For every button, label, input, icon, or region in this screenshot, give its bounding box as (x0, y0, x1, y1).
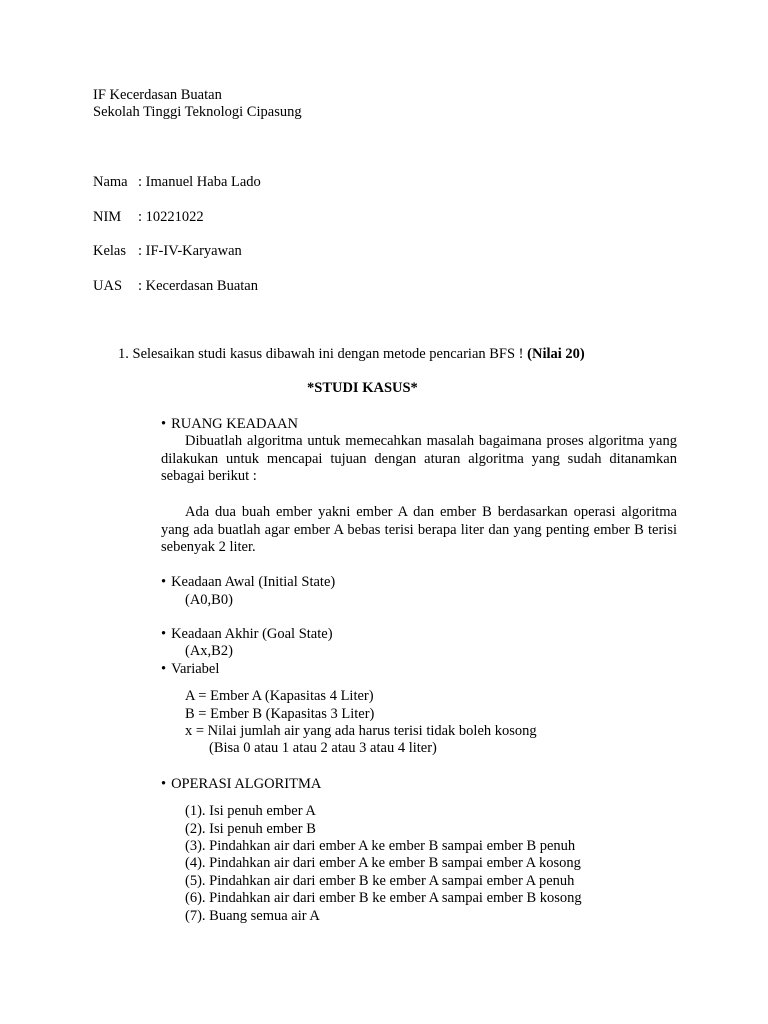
goal-state-heading: • Keadaan Akhir (Goal State) (161, 626, 333, 643)
course-title: IF Kecerdasan Buatan (93, 87, 222, 103)
class-value: : IF-IV-Karyawan (138, 243, 242, 259)
student-exam-row (93, 278, 258, 295)
goal-state-value: (Ax,B2) (185, 643, 233, 659)
state-space-paragraph-2: Ada dua buah ember yakni ember A dan ember B berdasarkan operasi algoritma yang ada buatlah agar ember A bebas terisi berapa liter dan yang penting ember B terisi sebenyak 2 liter. (161, 504, 677, 555)
initial-state-value: (A0,B0) (185, 592, 233, 608)
class-label: Kelas (93, 243, 127, 259)
variable-item: B = Ember B (Kapasitas 3 Liter) (185, 706, 375, 722)
student-nim-row (93, 209, 204, 226)
operation-item: (6). Pindahkan air dari ember B ke ember A sampai ember B kosong (185, 890, 582, 906)
question-text: Selesaikan studi kasus dibawah ini dengan metode pencarian BFS ! (132, 346, 524, 362)
question-number: 1. (118, 346, 129, 362)
student-class-row (93, 243, 242, 260)
exam-label: UAS (93, 278, 123, 294)
variable-item: A = Ember A (Kapasitas 4 Liter) (185, 688, 374, 704)
case-title: *STUDI KASUS* (307, 380, 418, 396)
variables-heading: • Variabel (161, 661, 219, 678)
student-name-row (93, 174, 261, 191)
operation-item: (7). Buang semua air A (185, 908, 320, 924)
operation-item: (5). Pindahkan air dari ember B ke ember A sampai ember A penuh (185, 873, 575, 889)
operation-item: (4). Pindahkan air dari ember A ke ember B sampai ember A kosong (185, 855, 581, 871)
name-value: : Imanuel Haba Lado (138, 174, 261, 190)
operation-item: (1). Isi penuh ember A (185, 803, 316, 819)
initial-state-heading: • Keadaan Awal (Initial State) (161, 574, 335, 591)
name-label: Nama (93, 174, 128, 190)
variable-item: x = Nilai jumlah air yang ada harus terisi tidak boleh kosong (185, 723, 537, 739)
state-space-paragraph-1: Dibuatlah algoritma untuk memecahkan masalah bagaimana proses algoritma yang dilakukan untuk mencapai tujuan dengan aturan algoritma yang sudah ditanamkan sebagai berikut : (161, 433, 677, 484)
institution-name: Sekolah Tinggi Teknologi Cipasung (93, 104, 302, 120)
operation-item: (3). Pindahkan air dari ember A ke ember B sampai ember B penuh (185, 838, 576, 854)
state-space-heading: • RUANG KEADAAN (161, 416, 298, 433)
nim-label: NIM (93, 209, 122, 225)
question-score: (Nilai 20) (527, 346, 585, 362)
question-line (118, 346, 585, 363)
exam-value: : Kecerdasan Buatan (138, 278, 258, 294)
nim-value: : 10221022 (138, 209, 204, 225)
variable-item: (Bisa 0 atau 1 atau 2 atau 3 atau 4 liter) (209, 740, 437, 756)
operations-heading: • OPERASI ALGORITMA (161, 776, 321, 793)
operation-item: (2). Isi penuh ember B (185, 821, 316, 837)
